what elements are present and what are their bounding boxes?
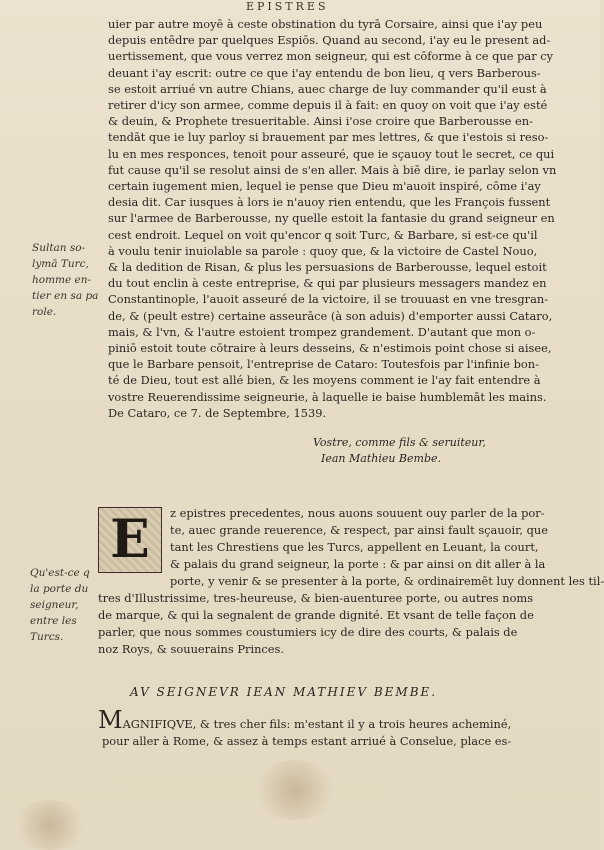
text-line: que le Barbare pensoit, l'entreprise de Cataro: Toutesfois par l'infinie bon-	[108, 357, 539, 372]
text-line: du tout enclin à ceste entreprise, & qui par plusieurs messagers mandez en	[108, 276, 547, 291]
margin-note-line: seigneur,	[30, 599, 79, 611]
margin-note-line: homme en-	[32, 274, 92, 286]
text-line: té de Dieu, tout est allé bien, & les moyens comment ie l'ay fait entendre à	[108, 373, 541, 388]
text-line: se estoit arriué vn autre Chians, auec charge de luy commander qu'il eust à	[108, 81, 547, 96]
opening-line-2: pour aller à Rome, & assez à temps estant arriué à Conselue, place es-	[102, 734, 512, 748]
initial-letter-m: M	[98, 706, 123, 734]
text-line: & la dedition de Risan, & plus les persuasions de Barberousse, lequel estoit	[108, 260, 547, 275]
text-line: de, & (peult estre) certaine asseurāce (à son aduis) d'emporter aussi Cataro,	[108, 308, 553, 323]
margin-note-line: role.	[32, 306, 57, 318]
text-line: retirer d'icy son armee, comme depuis il à fait: en quoy on voit que i'ay esté	[108, 98, 548, 113]
margin-note-line: Turcs.	[30, 631, 64, 643]
letter-text	[108, 16, 557, 421]
text-line: vostre Reuerendissime seigneurie, à laquelle ie baise humblemāt les mains.	[108, 389, 547, 404]
text-line: tres d'Illustrissime, tres-heureuse, & bien-auenturee porte, ou autres noms	[98, 591, 534, 605]
text-line: desia dit. Car iusques à lors ie n'auoy rien entendu, que les François fussent	[108, 195, 551, 210]
initial-letter: E	[110, 509, 150, 570]
text-line: & deuin, & Prophete tresueritable. Ainsi i'ose croire que Barberousse en-	[108, 114, 533, 129]
next-letter-opening	[98, 706, 538, 750]
text-line: de marque, & qui la segnalent de grande dignité. Et vsant de telle façon de	[98, 608, 534, 622]
text-line: à voulu tenir inuiolable sa parole : quoy que, & la victoire de Castel Nouo,	[108, 243, 538, 258]
text-line: lu en mes responces, tenoit pour asseuré, que ie sçauoy tout le secret, ce qui	[108, 146, 555, 161]
text-line: uier par autre moyē à ceste obstination du tyrā Corsaire, ainsi que i'ay peu	[108, 17, 543, 31]
margin-note-porte	[30, 565, 94, 645]
paper-stain	[10, 800, 90, 850]
margin-note-line: lymā Turc,	[32, 258, 89, 270]
text-line: noz Roys, & souuerains Princes.	[98, 642, 285, 656]
text-line: certain iugement mien, lequel ie pense que Dieu m'auoit inspiré, cōme i'ay	[108, 179, 541, 194]
text-line: parler, que nous sommes coustumiers icy de dire des courts, & palais de	[98, 625, 518, 639]
letter-heading: AV SEIGNEVR IEAN MATHIEV BEMBE.	[130, 685, 438, 699]
text-line: tendāt que ie luy parloy si brauement par mes lettres, & que i'estois si reso-	[108, 130, 549, 145]
opening-line-1: AGNIFIQVE, & tres cher fils: m'estant il y a trois heures acheminé,	[122, 717, 512, 731]
paper-stain	[250, 760, 340, 820]
text-line: & palais du grand seigneur, la porte : & par ainsi on dit aller à la	[170, 557, 546, 571]
letter-body	[108, 16, 557, 467]
text-line: porte, y venir & se presenter à la porte, & ordinairemēt luy donnent les til-	[170, 574, 604, 588]
text-line: tant les Chrestiens que les Turcs, appellent en Leuant, la court,	[170, 540, 539, 554]
margin-note-sultan	[32, 240, 102, 320]
margin-note-line: Qu'est-ce q	[30, 567, 90, 579]
text-line: te, auec grande reuerence, & respect, par ainsi fault sçauoir, que	[170, 523, 548, 537]
decorated-initial	[98, 507, 162, 573]
text-line: De Cataro, ce 7. de Septembre, 1539.	[108, 405, 327, 420]
text-line: fut cause qu'il se resolut ainsi de s'en aller. Mais à biē dire, ie parlay selon vn	[108, 162, 557, 177]
text-line: deuant i'ay escrit: outre ce que i'ay entendu de bon lieu, q vers Barberous-	[108, 65, 541, 80]
signature-block	[108, 435, 540, 467]
signature-closing: Vostre, comme fils & seruiteur,	[313, 436, 486, 450]
text-line: piniō estoit toute cōtraire à leurs desseins, & n'estimois point chose si aisee,	[108, 341, 552, 356]
running-head: EPISTRES	[246, 0, 329, 13]
text-line: z epistres precedentes, nous auons souuent ouy parler de la por-	[170, 506, 545, 520]
text-line: mais, & l'vn, & l'autre estoient trompez grandement. D'autant que mon o-	[108, 324, 536, 339]
margin-note-line: tier en sa pa	[32, 290, 99, 302]
margin-note-line: entre les	[30, 615, 77, 627]
section-porte-text	[98, 505, 604, 658]
text-line: depuis entēdre par quelques Espiōs. Quand au second, i'ay eu le present ad-	[108, 33, 551, 48]
section-porte	[98, 505, 604, 658]
text-line: sur l'armee de Barberousse, ny quelle estoit la fantasie du grand seigneur en	[108, 211, 555, 226]
margin-note-line: Sultan so-	[32, 242, 86, 254]
signature-name: Iean Mathieu Bembe.	[321, 452, 442, 466]
text-line: Constantinople, l'auoit asseuré de la victoire, il se trouuast en vne tresgran-	[108, 292, 549, 307]
text-line: cest endroit. Lequel on voit qu'encor q soit Turc, & Barbare, si est-ce qu'il	[108, 227, 538, 242]
margin-note-line: la porte du	[30, 583, 89, 595]
text-line: uertissement, que vous verrez mon seigneur, qui est cōforme à ce que par cy	[108, 49, 554, 64]
